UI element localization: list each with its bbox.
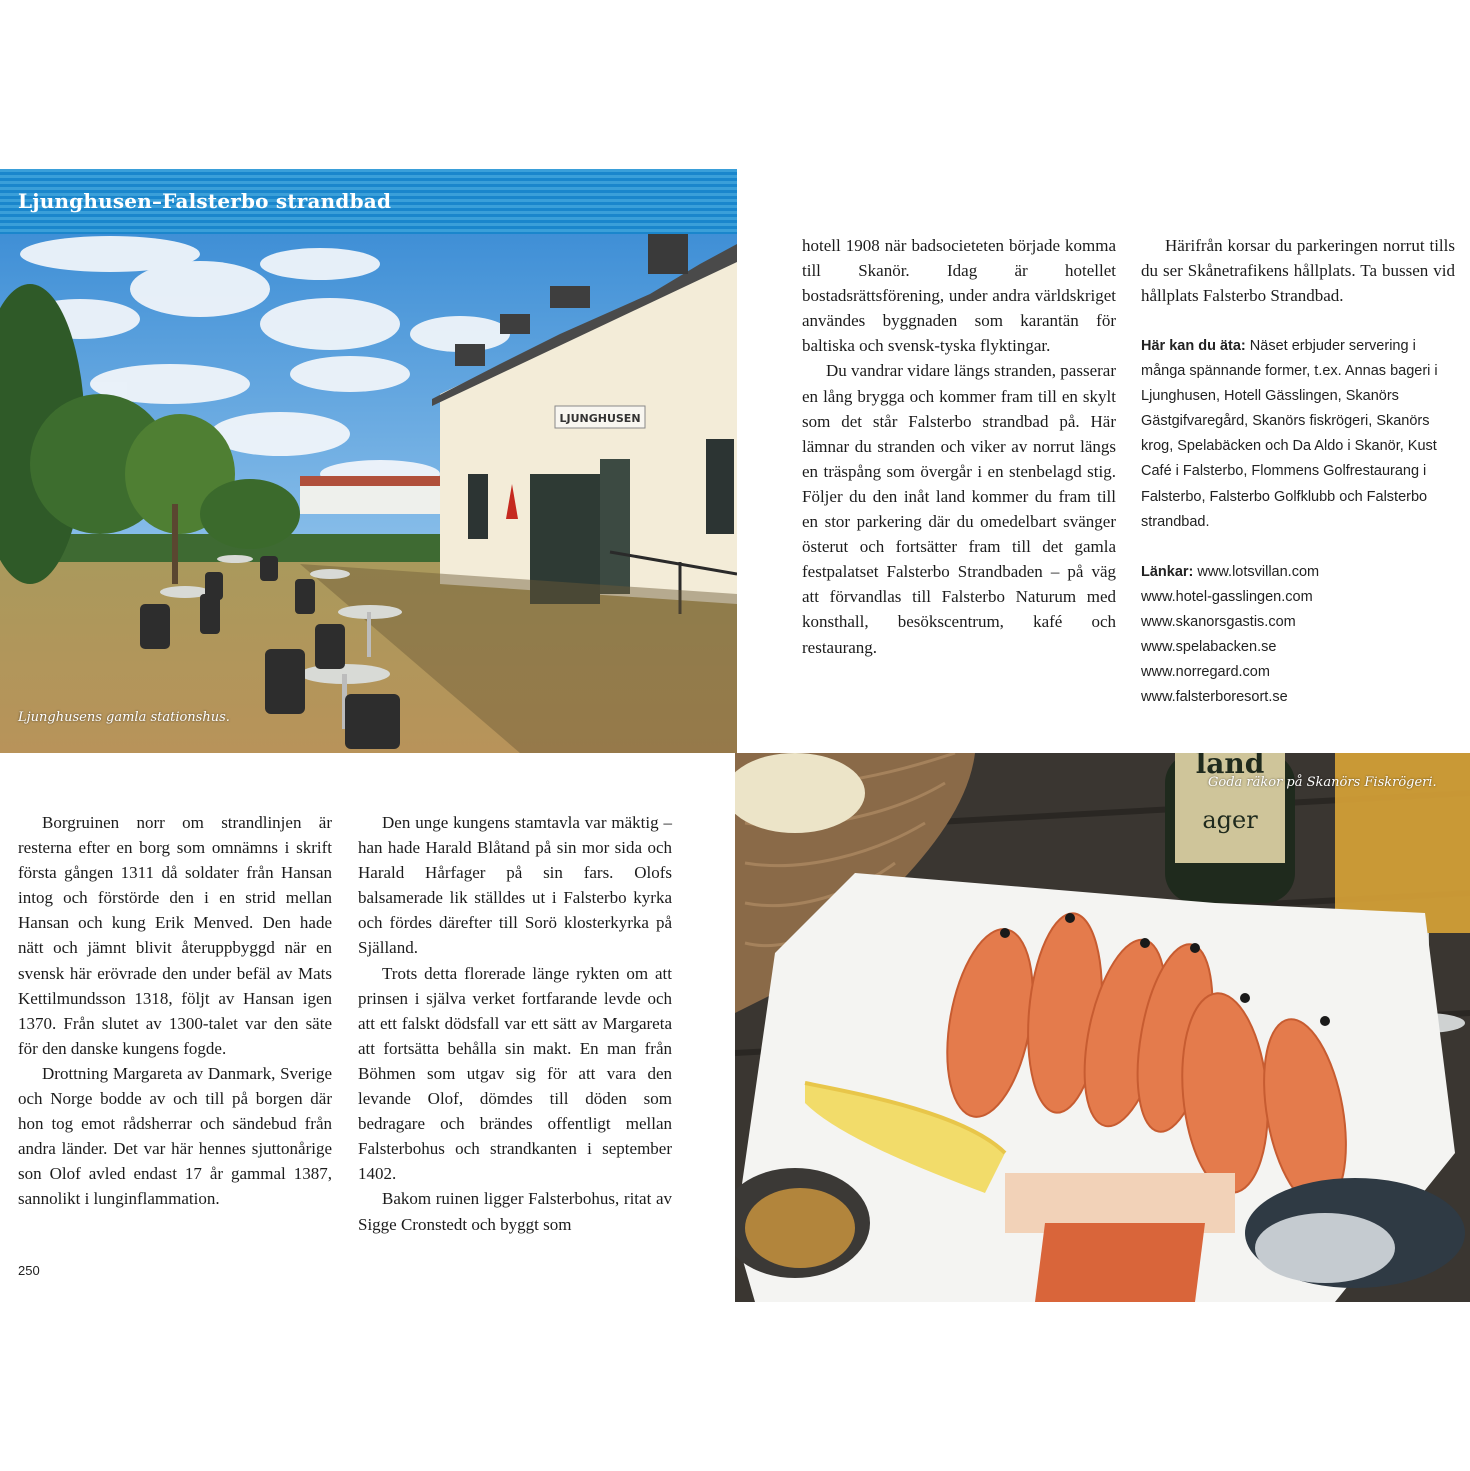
- bottle-label-mid: ager: [1202, 806, 1258, 834]
- link[interactable]: www.falsterboresort.se: [1141, 689, 1288, 706]
- link[interactable]: www.lotsvillan.com: [1197, 563, 1320, 580]
- link[interactable]: www.skanorsgastis.com: [1141, 613, 1296, 630]
- link[interactable]: www.spelabacken.se: [1141, 639, 1277, 656]
- links-label: Länkar:: [1141, 563, 1194, 580]
- info-box: [1141, 334, 1461, 710]
- station-house-illustration: [0, 234, 737, 753]
- paragraph: Den unge kungens stamtavla var mäktig – han hade Harald Blåtand på sin mor sida och Harald Hårfager på sin fars. Olofs balsamerade lik ställdes ut i Falsterbo kyrka och fördes därefter till Sorö klosterkyrka på Själland.: [358, 813, 672, 958]
- paragraph: Drottning Margareta av Danmark, Sverige och Norge bodde av och till på borgen där hon tog emot rådsherrar och sändebud från andra länder. Det var här hennes sjuttonårige son Olof avled endast 17 år gammal 1387, sannolikt i lunginflammation.: [18, 1063, 332, 1209]
- station-house-photo: [0, 234, 737, 753]
- photo1-caption: Ljunghusens gamla stationshus.: [18, 710, 230, 725]
- paragraph: Bakom ruinen ligger Falsterbohus, ritat av Sigge Cronstedt och byggt som: [358, 1189, 672, 1234]
- text-column-a: [802, 233, 1116, 660]
- paragraph: hotell 1908 när badsocieteten började komma till Skanör. Idag är hotellet bostadsrättsförening, under andra världskriget användes byggnaden som karantän för baltiska och svensk-tyska flyktingar.: [802, 236, 1116, 356]
- eat-label: Här kan du äta:: [1141, 338, 1246, 354]
- page-number: 250: [18, 1263, 40, 1278]
- bottle-label-top: land: [1195, 753, 1265, 780]
- eat-text: Näset erbjuder servering i många spännande former, t.ex. Annas bageri i Ljunghusen, Hotell Gässlingen, Skanörs Gästgifvaregård, Skanörs fiskrögeri, Skanörs krog, Spelabäcken och Da Aldo i Skanör, Kust Café i Falsterbo, Flommens Golfrestaurang i Falsterbo, Falsterbo Golfklubb och Falsterbo strandbad.: [1141, 338, 1438, 530]
- section-title: Ljunghusen–Falsterbo strandbad: [18, 189, 392, 213]
- eat-section: [1141, 334, 1461, 535]
- paragraph: Trots detta florerade länge rykten om att prinsen i själva verket fortfarande levde och att ett falskt dödsfall var ett sätt av Margareta att fortsätta behålla sin makt. En man från Böhmen som utgav sig för att vara den levande Olof, dömdes till döden som bedragare och brändes offentligt mellan Falsterbohus och strandkanten i september 1402.: [358, 963, 672, 1184]
- text-column-b: [1141, 233, 1455, 308]
- text-column-c: [18, 810, 332, 1212]
- shrimp-plate-illustration: [735, 753, 1470, 1302]
- station-sign: LJUNGHUSEN: [559, 412, 641, 425]
- text-column-d: [358, 810, 672, 1237]
- link[interactable]: www.norregard.com: [1141, 664, 1270, 681]
- link[interactable]: www.hotel-gasslingen.com: [1141, 588, 1313, 605]
- photo2-caption: Goda räkor på Skanörs Fiskrögeri.: [1208, 775, 1437, 790]
- paragraph: Du vandrar vidare längs stranden, passerar en lång brygga och kommer fram till en skylt som det står Falsterbo strandbad på. Här lämnar du stranden och viker av norrut längs en träspång som övergår i en stenbelagd stig. Följer du den inåt land kommer du fram till en stor parkering där du omedelbart svänger österut och fortsätter fram till det gamla festpalatset Falsterbo Strandbaden – på väg att förvandlas till Falsterbo Naturum med konsthall, besökscentrum, kafé och restaurang.: [802, 361, 1116, 657]
- paragraph: Härifrån korsar du parkeringen norrut tills du ser Skånetrafikens hållplats. Ta bussen vid hållplats Falsterbo Strandbad.: [1141, 236, 1455, 306]
- links-section: [1141, 560, 1461, 585]
- section-title-bar: [0, 169, 737, 234]
- paragraph: Borgruinen norr om strandlinjen är resterna efter en borg som omnämns i skrift första gången 1311 då soldater från Hansan intog och förstörde den i en strid mellan Hansan och kung Erik Menved. Den hade nätt och jämnt blivit återuppbyggd när en svensk här erövrade den under befäl av Mats Kettilmundsson 1318, följt av Hansan igen 1370. Från slutet av 1300-talet var den säte för den danske kungens fogde.: [18, 813, 332, 1058]
- shrimp-plate-photo: [735, 753, 1470, 1302]
